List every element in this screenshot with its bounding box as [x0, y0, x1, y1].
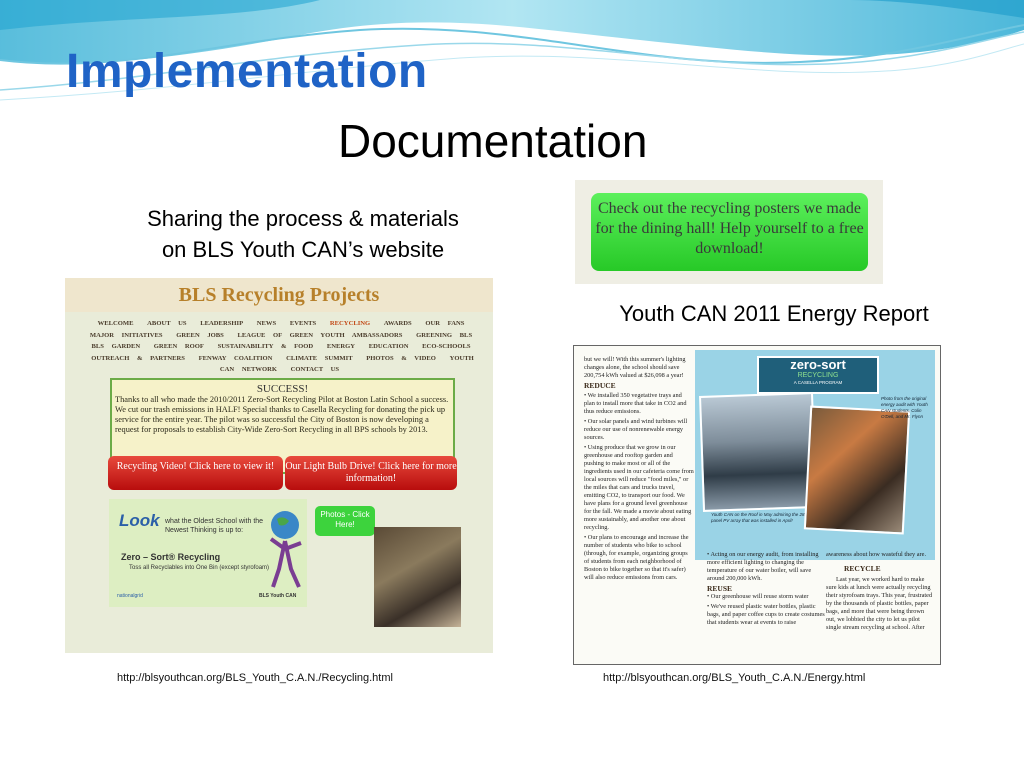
report-right-column: [826, 551, 934, 632]
site-nav-item[interactable]: LEADERSHIP: [200, 320, 244, 327]
report-intro: but we will! With this summer's lighting changes alone, the school should save 200,754 kWh valued at $26,098 a year!: [584, 356, 686, 379]
site-nav-item[interactable]: FENWAY COALITION: [198, 354, 273, 362]
reuse-item: • We've reused plastic water bottles, plastic bags, and paper coffee cups to create costumes that students wear at events to raise: [707, 603, 825, 626]
look-toss: Toss all Recyclables into One Bin (except styrofoam): [129, 565, 270, 571]
site-nav-item[interactable]: GREENING BLS: [416, 331, 473, 339]
reduce-item: • We installed 350 vegetative trays and plan to install more that take in CO2 and thus reduce emissions.: [584, 392, 687, 415]
reduce-heading: REDUCE: [584, 381, 616, 390]
recycling-url[interactable]: http://blsyouthcan.org/BLS_Youth_C.A.N./Recycling.html: [117, 672, 393, 684]
reduce-item: • Our plans to encourage and increase the number of students who bike to school (through, for example, organizing groups of students from each neighborhood of Boston to bike together so that it's safer) will also reduce emissions from cars.: [584, 534, 689, 581]
look-heading: Look: [119, 511, 160, 530]
site-nav-item[interactable]: ABOUT US: [147, 320, 187, 327]
mid-item: • Acting on our energy audit, from installing more efficient lighting to changing the temperature of our water boiler, will save around 200,000 kWh.: [707, 551, 819, 582]
report-photo-panel: [695, 350, 935, 560]
site-nav-item[interactable]: WELCOME: [97, 320, 134, 327]
recycling-video-button[interactable]: Recycling Video! Click here to view it!: [108, 456, 283, 490]
look-youthcan: BLS Youth CAN: [259, 593, 297, 599]
site-nav-item[interactable]: CONTACT US: [290, 366, 340, 373]
students-photo: [374, 527, 461, 627]
photos-button[interactable]: Photos - Click Here!: [315, 506, 375, 536]
site-nav-item[interactable]: CLIMATE SUMMIT: [286, 354, 353, 362]
site-nav-item[interactable]: MAJOR INITIATIVES: [89, 331, 163, 339]
reuse-item-text: We've reused plastic water bottles, plastic bags, and paper coffee cups to create costumes that students wear at events to raise: [707, 603, 825, 626]
photo-caption-audit: Photo from the original energy audit with Youth CAN students, Colin O'Dell, and Mr. Flynn: [881, 396, 928, 419]
reduce-item-text: Our solar panels and wind turbines will reduce our use of nonrenewable energy sources.: [584, 418, 688, 441]
site-nav-item[interactable]: ENERGY: [326, 343, 356, 350]
site-nav-item[interactable]: NEWS: [256, 320, 277, 327]
report-left-column: [584, 356, 694, 582]
report-right-text-1: awareness about how wasteful they are.: [826, 551, 927, 558]
site-nav-item[interactable]: YOUTH CAN NETWORK: [219, 354, 474, 373]
right-caption: Youth CAN 2011 Energy Report: [619, 301, 929, 326]
zero-sort-logo-sub: RECYCLING: [797, 372, 839, 379]
report-middle-column: [707, 551, 825, 627]
site-nav-item[interactable]: AWARDS: [383, 320, 412, 327]
site-nav-item[interactable]: EDUCATION: [368, 343, 409, 350]
reduce-item: • Using produce that we grow in our greenhouse and rooftop garden and pushing to make most or all of the ingredients used in our cafeteria come from local sources will reduce "food miles," or the miles that cars and trucks travel, emitting CO2, to transport our food. We have plans for a ground level greenhouse for the fall. We made a movie about eating more sustainably, and another one about recycling.: [584, 444, 694, 531]
mid-item-text: Acting on our energy audit, from installing more efficient lighting to changing the temperature of our water boiler, will save around 200,000 kWh.: [707, 551, 819, 582]
zero-sort-logo-main: zero-sort: [790, 357, 846, 372]
photo-caption-roof: Youth CAN on the Roof in May admiring the 28 panel PV array that was installed in April!: [711, 512, 805, 523]
site-nav-item[interactable]: OUR FANS: [425, 320, 465, 327]
audit-photo: [804, 405, 910, 534]
look-zero-sort: Zero – Sort® Recycling: [121, 552, 221, 562]
site-nav: [79, 318, 483, 376]
site-nav-item[interactable]: BLS GARDEN: [91, 343, 141, 350]
reuse-item: • Our greenhouse will reuse storm water: [707, 593, 809, 600]
site-nav-item[interactable]: LEAGUE OF GREEN YOUTH AMBASSADORS: [237, 331, 403, 339]
site-nav-item[interactable]: ECO-SCHOOLS: [422, 343, 471, 350]
report-right-text-2: Last year, we worked hard to make sure kids at lunch were actually recycling their styrofoam trays. This year, frustrated by the thousands of plastic bottles, paper bags, and more that were being thrown out, we lobbied the city to let us pilot single stream recycling at school. After: [826, 576, 933, 631]
site-nav-item[interactable]: SUSTAINABILITY & FOOD: [217, 343, 314, 350]
reduce-item-text: We installed 350 vegetative trays and plan to install more that take in CO2 and thus reduce emissions.: [584, 392, 687, 415]
site-nav-item[interactable]: RECYCLING: [329, 320, 371, 327]
website-screenshot: [65, 278, 493, 653]
site-nav-item[interactable]: GREEN ROOF: [153, 343, 204, 350]
recycling-posters-banner: [575, 180, 883, 284]
left-caption-line-1: Sharing the process & materials: [147, 206, 459, 231]
energy-report: [573, 345, 941, 665]
left-caption: [98, 203, 508, 265]
look-poster: [109, 499, 307, 607]
slide-subtitle: Documentation: [338, 115, 648, 167]
reduce-item: • Our solar panels and wind turbines will reduce our use of nonrenewable energy sources.: [584, 418, 688, 441]
recycling-posters-button[interactable]: Check out the recycling posters we made for the dining hall! Help yourself to a free download!: [591, 193, 868, 271]
site-nav-item[interactable]: OUTREACH & PARTNERS: [91, 354, 185, 362]
globe-figure-icon: [267, 509, 305, 589]
left-caption-line-2: on BLS Youth CAN’s website: [161, 237, 445, 262]
success-title: SUCCESS!: [256, 383, 309, 395]
slide-title: Implementation: [66, 45, 428, 98]
success-text: Thanks to all who made the 2010/2011 Zero-Sort Recycling Pilot at Boston Latin School a success. We cut our trash emissions in HALF! Special thanks to Casella Recycling for donating the pick up service for the entire year. The pilot was so successful the City of Boston is now developing a request for proposals to establish City-Wide Zero-Sort Recycling in all BPS schools by 2013.: [115, 395, 449, 434]
site-nav-item[interactable]: PHOTOS & VIDEO: [366, 354, 436, 362]
recycle-heading: RECYCLE: [844, 564, 881, 573]
reduce-item-text: Using produce that we grow in our greenhouse and rooftop garden and pushing to make most or all of the ingredients used in our cafeteria come from local sources will reduce "food miles," or the miles that cars and trucks travel, emitting CO2, to transport our food. We have plans for a ground level greenhouse for the fall. We made a movie about eating more sustainably, and another one about recycling.: [584, 444, 694, 531]
site-logo: BLS Recycling Projects: [178, 284, 380, 306]
site-nav-item[interactable]: GREEN JOBS: [176, 331, 224, 339]
look-nationalgrid: nationalgrid: [117, 593, 143, 599]
roof-photo: [699, 392, 817, 512]
reuse-item-text: Our greenhouse will reuse storm water: [710, 593, 809, 600]
reduce-item-text: Our plans to encourage and increase the number of students who bike to school (through, for example, organizing groups of students from each neighborhood of Boston to bike together so that it's safer) will also reduce emissions from cars.: [584, 534, 689, 581]
light-bulb-drive-button[interactable]: Our Light Bulb Drive! Click here for more information!: [285, 456, 457, 490]
look-tagline: what the Oldest School with the Newest Thinking is up to:: [165, 518, 264, 534]
energy-url[interactable]: http://blsyouthcan.org/BLS_Youth_C.A.N./Energy.html: [603, 672, 866, 684]
reuse-heading: REUSE: [707, 584, 733, 593]
site-nav-item[interactable]: EVENTS: [289, 320, 317, 327]
zero-sort-logo-tag: A CASELLA PROGRAM: [793, 380, 843, 385]
zero-sort-logo: [757, 356, 879, 394]
